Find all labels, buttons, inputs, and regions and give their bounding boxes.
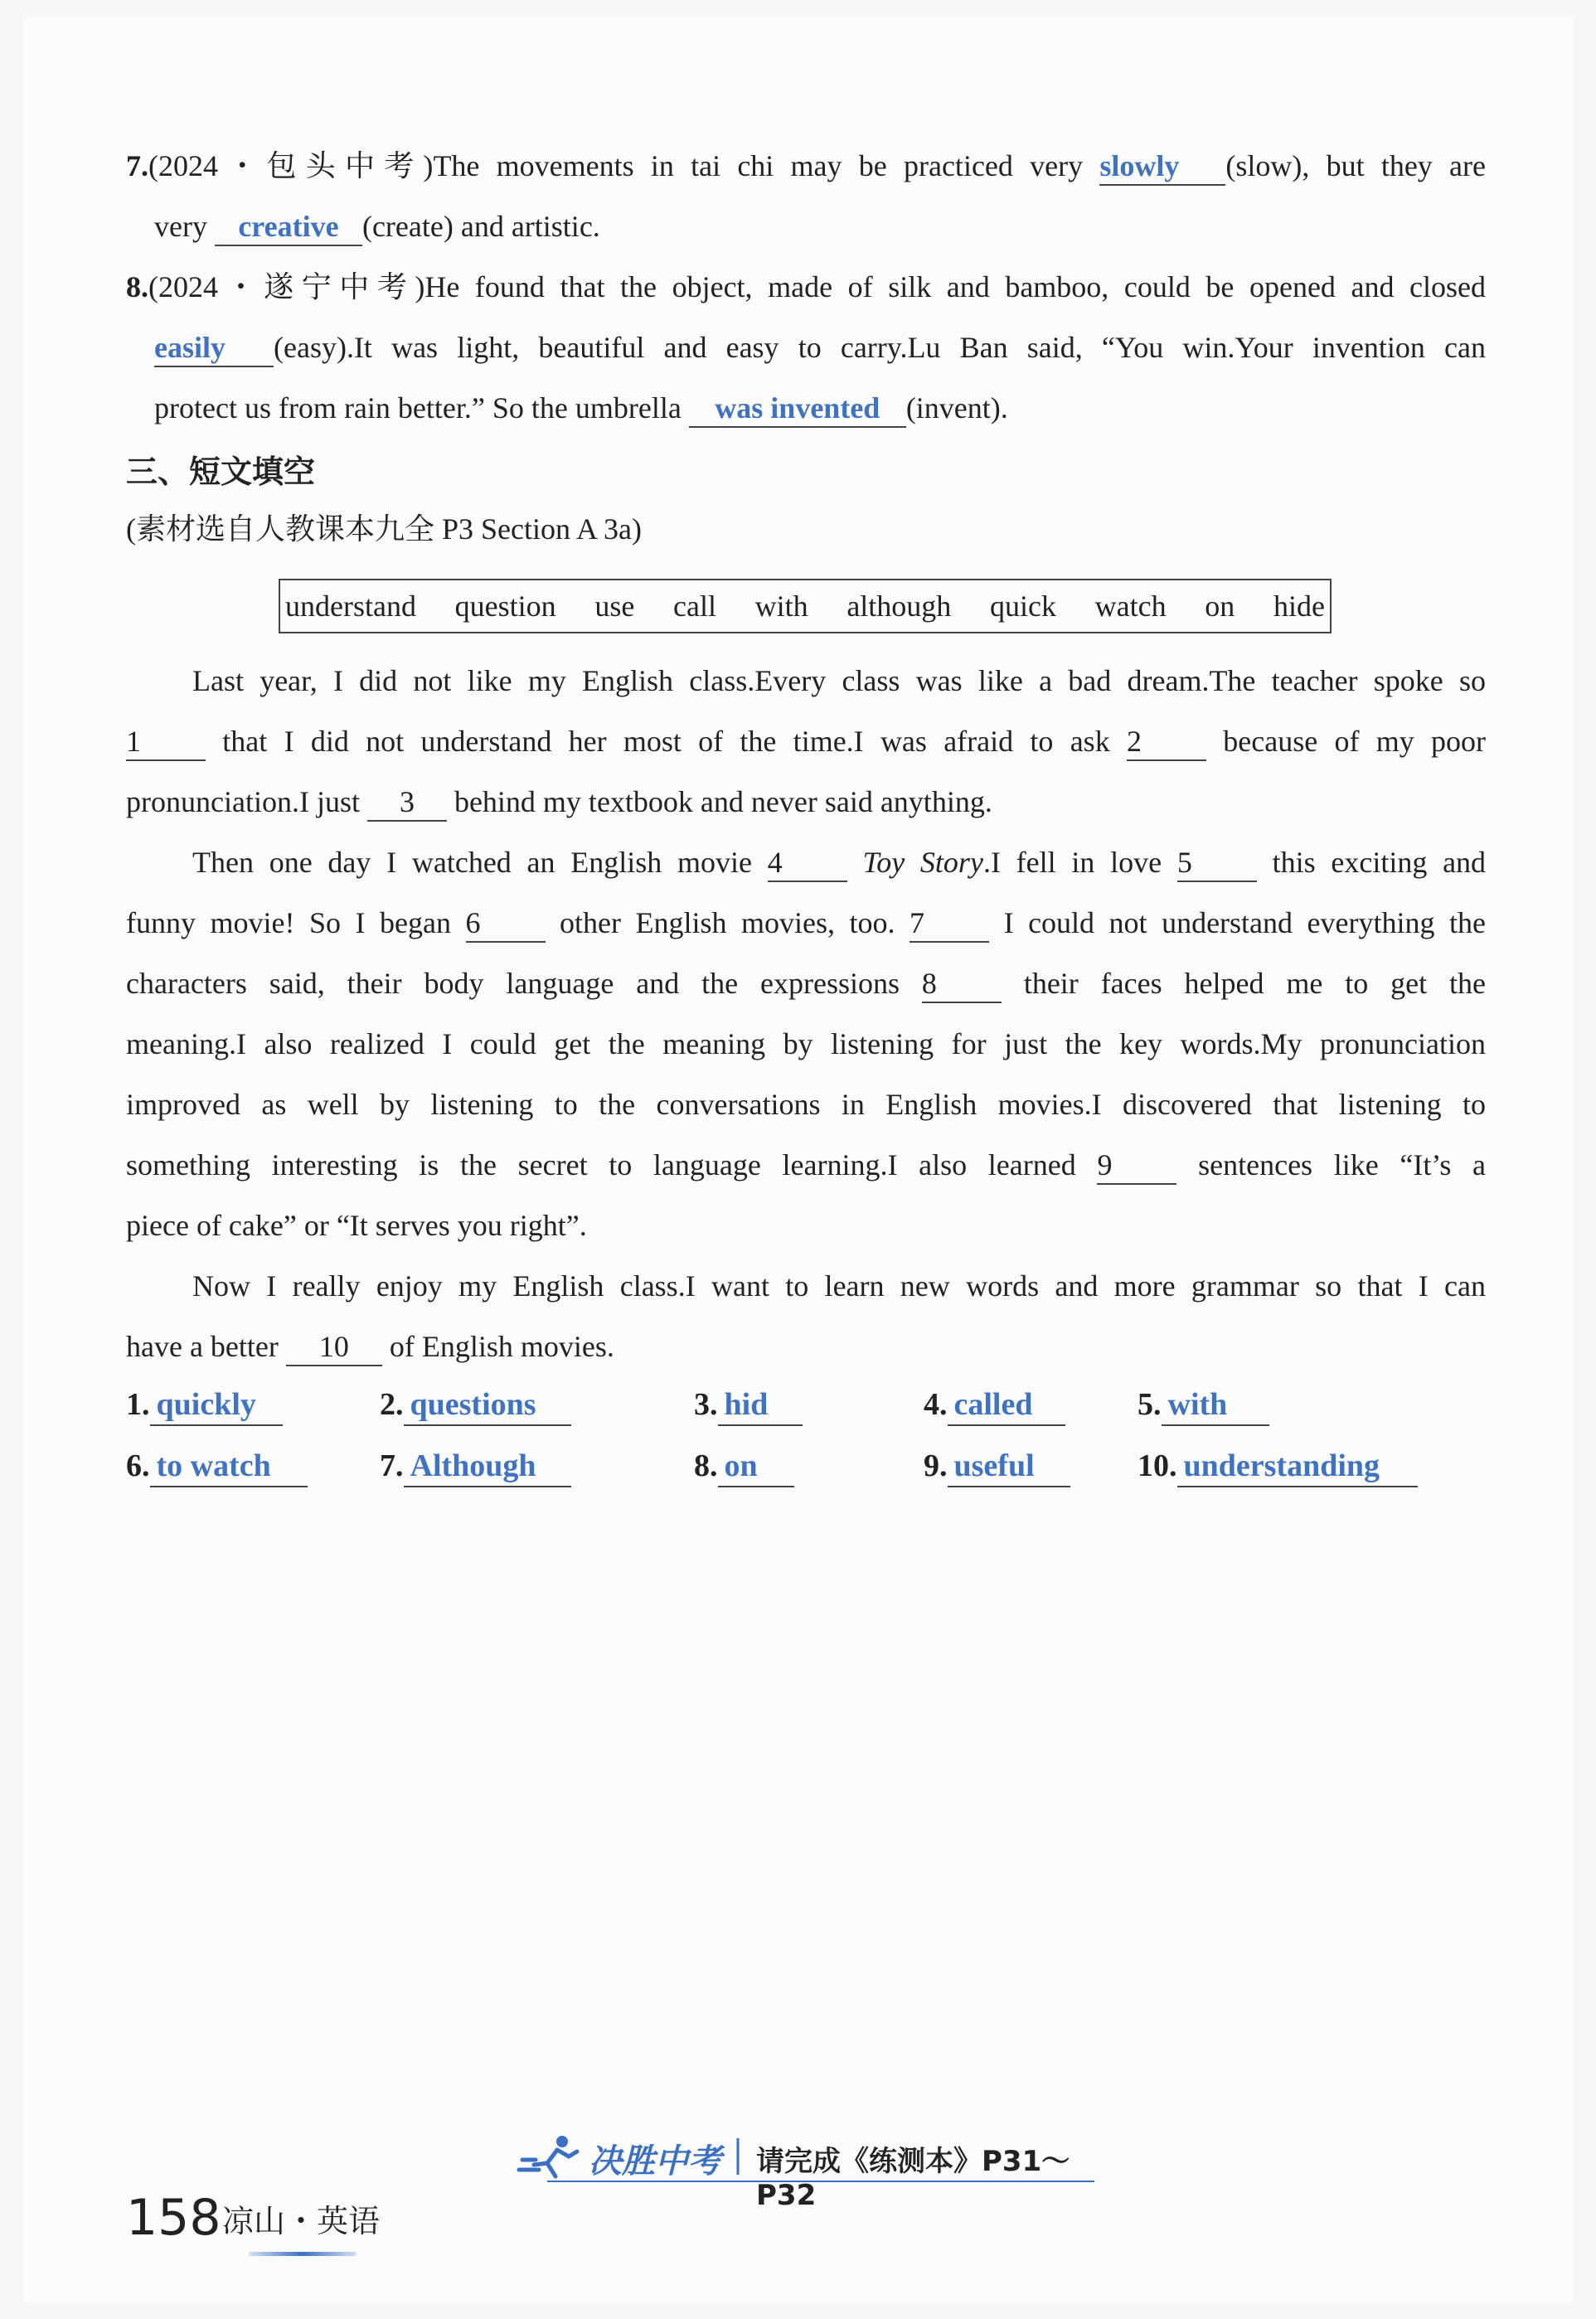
gap-blank: 7 (910, 905, 989, 943)
answer-item (126, 1385, 283, 1426)
gap-blank: 4 (768, 844, 847, 882)
question-hint: (slow), but they are (1225, 149, 1486, 182)
movie-title: Toy Story (862, 846, 983, 879)
word-bank-item: question (454, 589, 556, 623)
answer-value: on (718, 1446, 794, 1487)
answer-value: Although (404, 1446, 571, 1487)
answer-label: 10. (1138, 1448, 1177, 1483)
passage-line (126, 1142, 1486, 1188)
answer-label: 2. (380, 1387, 404, 1422)
passage-line: meaning.I also realized I could get the meaning by listening for just the key words.My pronunciation (126, 1027, 1486, 1060)
footer-instruction: 请完成《练测本》P31～P32 (756, 2145, 1070, 2212)
question-text: (easy).It was light, beautiful and easy to carry.Lu Ban said, “You win.Your invention can (274, 331, 1486, 364)
answer-value: hid (718, 1385, 803, 1426)
answer-blank: was invented (689, 390, 906, 428)
question-text: He found that the object, made of silk and bamboo, could be opened and closed (424, 270, 1487, 303)
answer-item (1138, 1385, 1269, 1426)
answer-item (380, 1446, 571, 1487)
answer-value: understanding (1177, 1446, 1418, 1487)
gap-blank: 9 (1097, 1147, 1176, 1185)
question-8-line-2 (154, 324, 1486, 371)
answer-label: 3. (694, 1387, 718, 1422)
passage-text: other English movies, too. (560, 906, 895, 939)
gap-blank: 8 (922, 965, 1002, 1003)
section-title: 三、短文填空 (126, 454, 316, 490)
passage-line: Now I really enjoy my English class.I want to learn new words and more grammar so that I can (192, 1269, 1486, 1303)
answer-item (694, 1385, 803, 1426)
answer-item (1138, 1446, 1418, 1487)
word-bank-item: with (754, 589, 808, 623)
passage-line (126, 779, 992, 825)
answer-value: useful (948, 1446, 1070, 1487)
answer-item (924, 1446, 1070, 1487)
passage-text: .I fell in love (982, 846, 1162, 879)
question-number: 8. (126, 270, 148, 303)
answer-value: to watch (150, 1446, 308, 1487)
answer-label: 5. (1138, 1387, 1162, 1422)
section-source: (素材选自人教课本九全 P3 Section A 3a) (126, 512, 642, 546)
answer-label: 9. (924, 1448, 948, 1483)
word-bank-item: although (847, 589, 952, 623)
gap-blank: 5 (1177, 844, 1257, 882)
passage-text: funny movie! So I began (126, 906, 451, 939)
word-bank-item: on (1205, 589, 1235, 623)
answer-value: questions (404, 1385, 571, 1426)
word-bank-item: use (594, 589, 635, 623)
answer-label: 8. (694, 1448, 718, 1483)
passage-line: improved as well by listening to the conversations in English movies.I discovered that listening to (126, 1088, 1486, 1121)
passage-text: I could not understand everything the (1003, 906, 1486, 939)
answer-item (924, 1385, 1065, 1426)
brand-name: 决胜中考 (589, 2142, 721, 2181)
answer-blank: easily (154, 329, 274, 367)
question-7-line-2 (154, 203, 600, 250)
word-bank (279, 579, 1332, 633)
passage-text: because of my poor (1223, 725, 1487, 758)
passage-text: this exciting and (1272, 846, 1487, 879)
answer-value: with (1162, 1385, 1269, 1426)
question-8-line-1 (126, 264, 1486, 310)
passage-line (126, 960, 1486, 1007)
word-bank-item: quick (989, 589, 1056, 623)
question-source: (2024・包头中考) (148, 149, 434, 182)
question-text: The movements in tai chi may be practiced very (433, 149, 1084, 182)
passage-text: their faces helped me to get the (1023, 967, 1487, 1000)
gap-blank: 6 (466, 905, 546, 943)
passage-text: characters said, their body language and the expressions (126, 967, 900, 1000)
answer-value: called (948, 1385, 1065, 1426)
passage-line (126, 718, 1486, 764)
gap-blank: 1 (126, 723, 206, 761)
passage-text: sentences like “It’s a (1198, 1148, 1487, 1181)
word-bank-item: understand (285, 589, 416, 623)
answer-item (380, 1385, 571, 1426)
answer-label: 1. (126, 1387, 150, 1422)
passage-text: that I did not understand her most of the time.I was afraid to ask (222, 725, 1110, 758)
question-text: very (154, 210, 207, 243)
passage-text: pronunciation.I just (126, 785, 360, 818)
question-8-line-3 (154, 385, 1008, 431)
question-7-line-1 (126, 143, 1486, 189)
answer-item (694, 1446, 794, 1487)
gap-blank: 2 (1127, 723, 1206, 761)
page-number: 158 (126, 2189, 221, 2247)
passage-line (192, 839, 1486, 885)
footer-accent-line (249, 2252, 357, 2256)
question-text: protect us from rain better.” So the umbrella (154, 391, 682, 425)
answer-item (126, 1446, 308, 1487)
answer-label: 4. (924, 1387, 948, 1422)
question-hint: (invent). (905, 391, 1008, 425)
answer-label: 6. (126, 1448, 150, 1483)
word-bank-item: hide (1273, 589, 1325, 623)
gap-blank: 3 (367, 784, 447, 822)
passage-text: behind my textbook and never said anything. (454, 785, 992, 818)
word-bank-item: watch (1094, 589, 1167, 623)
passage-line (126, 900, 1486, 946)
passage-text: Then one day I watched an English movie (192, 846, 752, 879)
passage-text: of English movies. (389, 1330, 614, 1363)
answer-blank: creative (215, 208, 362, 246)
answer-label: 7. (380, 1448, 404, 1483)
passage-text: have a better (126, 1330, 279, 1363)
gap-blank: 10 (286, 1328, 382, 1366)
footer-subtitle: 凉山・英语 (222, 2203, 381, 2239)
question-number: 7. (126, 149, 148, 182)
word-bank-item: call (672, 589, 716, 623)
passage-line (126, 1323, 614, 1370)
passage-text: something interesting is the secret to language learning.I also learned (126, 1148, 1076, 1181)
answer-blank: slowly (1099, 148, 1225, 186)
passage-line: piece of cake” or “It serves you right”. (126, 1209, 587, 1242)
passage-line: Last year, I did not like my English class.Every class was like a bad dream.The teacher spoke so (192, 664, 1486, 697)
footer-banner (514, 2127, 1094, 2212)
answer-value: quickly (150, 1385, 283, 1426)
question-source: (2024・遂宁中考) (148, 270, 425, 303)
question-hint: (create) and artistic. (361, 210, 600, 243)
